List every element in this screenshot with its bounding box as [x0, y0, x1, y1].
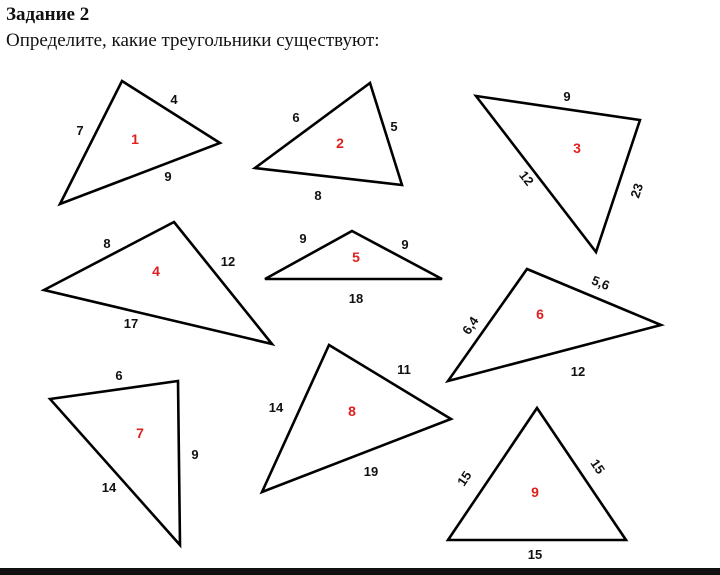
- triangle-1-side-c: 9: [164, 169, 172, 184]
- triangle-2: [255, 83, 402, 203]
- triangle-2-side-b: 5: [390, 119, 398, 134]
- triangle-4-side-a: 8: [103, 236, 111, 251]
- triangle-9-number: 9: [531, 484, 539, 500]
- triangle-4-number: 4: [152, 263, 160, 279]
- triangle-2-side-c: 8: [314, 188, 322, 203]
- triangle-8-number: 8: [348, 403, 356, 419]
- triangle-3-side-a: 9: [563, 89, 571, 104]
- triangle-8-side-a: 14: [268, 400, 284, 415]
- triangle-2-number: 2: [336, 135, 344, 151]
- triangle-1-number: 1: [131, 131, 139, 147]
- triangle-1-side-b: 7: [76, 123, 84, 138]
- triangle-6-number: 6: [536, 306, 544, 322]
- triangle-2-side-a: 6: [292, 110, 300, 125]
- triangle-5: [265, 231, 442, 306]
- triangle-3-side-b: 12: [516, 167, 537, 189]
- triangle-8-side-b: 11: [397, 362, 411, 377]
- triangle-1: [60, 81, 220, 204]
- triangle-5-side-b: 9: [401, 237, 409, 252]
- task-heading: Задание 2: [6, 4, 90, 25]
- triangle-1-side-a: 4: [170, 92, 178, 107]
- triangle-6-side-a: 5,6: [589, 272, 612, 294]
- triangle-7-side-c: 14: [101, 480, 117, 495]
- triangle-3-number: 3: [573, 140, 581, 156]
- triangle-6-side-c: 12: [570, 364, 586, 379]
- triangle-7-side-a: 6: [115, 368, 123, 383]
- triangle-9: [448, 408, 626, 562]
- triangle-7-side-b: 9: [191, 447, 199, 462]
- task-instruction: Определите, какие треугольники существуют:: [6, 30, 380, 51]
- triangle-9-side-c: 15: [527, 547, 543, 562]
- triangle-8: [262, 345, 451, 492]
- triangle-5-side-c: 18: [348, 291, 364, 306]
- triangle-6-side-b: 6,4: [458, 313, 482, 338]
- triangle-7-number: 7: [136, 425, 144, 441]
- triangle-4-side-b: 12: [220, 254, 236, 269]
- triangle-6: [448, 269, 661, 381]
- triangle-9-side-a: 15: [454, 468, 475, 489]
- triangle-5-side-a: 9: [299, 231, 307, 246]
- bottom-border: [0, 568, 720, 575]
- triangle-4: [44, 222, 272, 344]
- triangle-7: [50, 368, 199, 545]
- triangle-4-side-c: 17: [123, 316, 139, 331]
- triangle-5-number: 5: [352, 249, 360, 265]
- triangle-8-side-c: 19: [363, 464, 379, 479]
- triangle-3: [476, 89, 646, 252]
- triangle-3-side-c: 23: [627, 181, 647, 200]
- triangle-9-side-b: 15: [587, 456, 608, 477]
